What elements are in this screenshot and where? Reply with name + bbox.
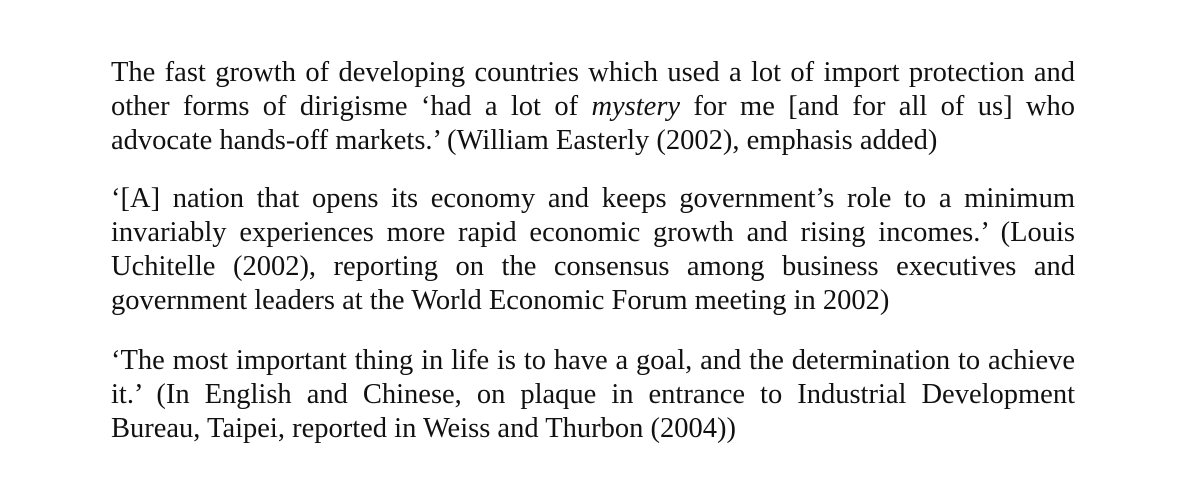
quote-text-continued: for me [and for all of us] who advocate hands-off markets.’ (William Easterly (2002), emphasis added) bbox=[111, 91, 1076, 156]
epigraph-quote-plaque: ‘The most important thing in life is to have a goal, and the determination to achieve it.’ (In English and Chinese, on plaque in entrance to Industrial Development Bureau, Taipei, reported in Weiss and Thurbon (2004)) bbox=[111, 345, 1075, 444]
emphasized-word: mystery bbox=[591, 91, 681, 122]
epigraph-quote-uchitelle: ‘[A] nation that opens its economy and keeps government’s role to a minimum invariably experiences more rapid economic growth and rising incomes.’ (Louis Uchitelle (2002), reporting on the consensus among business executives and government leaders at the World Economic Forum meeting in 2002) bbox=[111, 183, 1075, 316]
epigraph-quote-easterly bbox=[111, 56, 1075, 158]
quote-text: The fast growth of developing countries which used a lot of import protection and other forms of dirigisme ‘had a lot of bbox=[111, 57, 1075, 122]
epigraph-page bbox=[111, 56, 1075, 446]
